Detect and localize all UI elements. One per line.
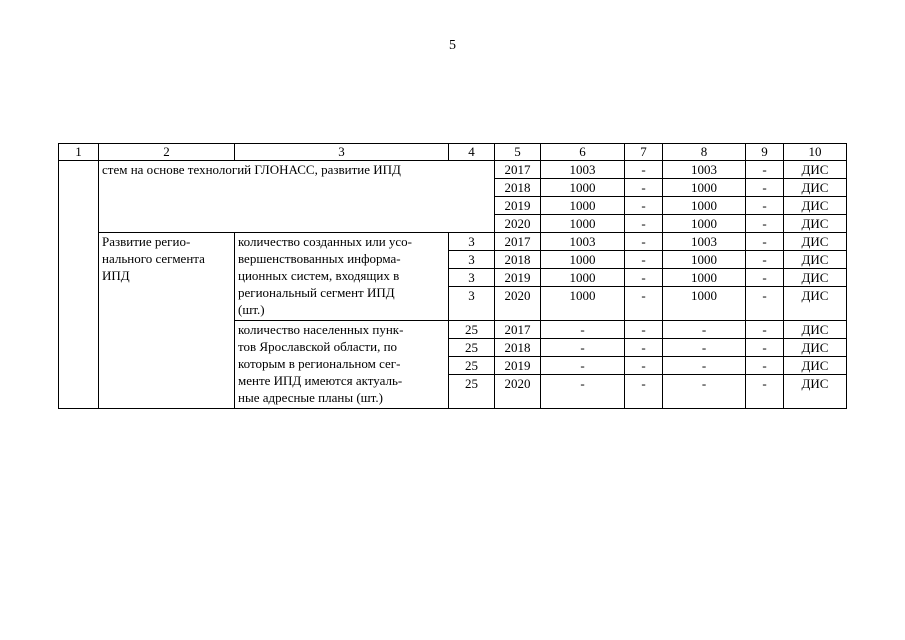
value-cell: - xyxy=(746,233,784,251)
header-cell: 1 xyxy=(59,144,99,161)
value-cell: - xyxy=(663,375,746,409)
value-cell: 1000 xyxy=(541,197,625,215)
code-cell: 3 xyxy=(449,251,495,269)
executor-cell: ДИС xyxy=(784,179,847,197)
value-cell: - xyxy=(746,161,784,179)
executor-cell: ДИС xyxy=(784,287,847,321)
code-cell: 3 xyxy=(449,233,495,251)
header-cell: 4 xyxy=(449,144,495,161)
indicator-cell xyxy=(235,233,449,321)
value-cell: - xyxy=(625,375,663,409)
executor-cell: ДИС xyxy=(784,357,847,375)
year-cell: 2018 xyxy=(495,339,541,357)
program-table xyxy=(58,143,847,409)
indicator-line: количество населенных пунк- xyxy=(238,322,404,337)
executor-cell: ДИС xyxy=(784,251,847,269)
page-number: 5 xyxy=(449,38,456,53)
value-cell: 1000 xyxy=(663,179,746,197)
indicator-line: ные адресные планы (шт.) xyxy=(238,390,383,405)
value-cell: 1000 xyxy=(663,287,746,321)
value-cell: 1000 xyxy=(541,287,625,321)
executor-cell: ДИС xyxy=(784,375,847,409)
header-cell: 8 xyxy=(663,144,746,161)
value-cell: - xyxy=(625,197,663,215)
continuation-text: стем на основе технологий ГЛОНАСС, развитие ИПД xyxy=(99,161,495,233)
section-name-line: ИПД xyxy=(102,268,130,283)
value-cell: - xyxy=(625,179,663,197)
value-cell: - xyxy=(625,215,663,233)
code-cell: 3 xyxy=(449,287,495,321)
value-cell: - xyxy=(746,215,784,233)
section-name-line: нального сегмента xyxy=(102,251,205,266)
value-cell: 1000 xyxy=(541,269,625,287)
value-cell: - xyxy=(541,321,625,339)
value-cell: 1000 xyxy=(541,251,625,269)
executor-cell: ДИС xyxy=(784,197,847,215)
value-cell: 1000 xyxy=(663,251,746,269)
indicator-line: тов Ярославской области, по xyxy=(238,339,398,354)
value-cell: 1003 xyxy=(541,233,625,251)
indicator-line: которым в региональном сег- xyxy=(238,356,401,371)
value-cell: - xyxy=(663,339,746,357)
value-cell: - xyxy=(746,269,784,287)
header-cell: 7 xyxy=(625,144,663,161)
indicator-line: (шт.) xyxy=(238,302,265,317)
code-cell: 25 xyxy=(449,375,495,409)
indicator-line: вершенствованных информа- xyxy=(238,251,401,266)
executor-cell: ДИС xyxy=(784,321,847,339)
value-cell: 1000 xyxy=(663,269,746,287)
value-cell: - xyxy=(541,339,625,357)
value-cell: - xyxy=(746,357,784,375)
header-row xyxy=(59,144,847,161)
header-cell: 9 xyxy=(746,144,784,161)
value-cell: 1003 xyxy=(663,161,746,179)
value-cell: - xyxy=(541,375,625,409)
section-name-line: Развитие регио- xyxy=(102,234,191,249)
value-cell: 1000 xyxy=(663,197,746,215)
value-cell: - xyxy=(625,357,663,375)
value-cell: - xyxy=(625,269,663,287)
value-cell: - xyxy=(625,321,663,339)
year-cell: 2020 xyxy=(495,215,541,233)
value-cell: - xyxy=(746,375,784,409)
executor-cell: ДИС xyxy=(784,233,847,251)
year-cell: 2017 xyxy=(495,321,541,339)
header-cell: 5 xyxy=(495,144,541,161)
value-cell: 1003 xyxy=(663,233,746,251)
value-cell: - xyxy=(625,339,663,357)
number-cell xyxy=(59,161,99,409)
code-cell: 25 xyxy=(449,357,495,375)
value-cell: - xyxy=(541,357,625,375)
value-cell: - xyxy=(625,233,663,251)
value-cell: - xyxy=(625,251,663,269)
value-cell: - xyxy=(746,251,784,269)
code-cell: 25 xyxy=(449,339,495,357)
table-row xyxy=(59,233,847,251)
value-cell: - xyxy=(625,161,663,179)
year-cell: 2018 xyxy=(495,179,541,197)
value-cell: 1000 xyxy=(663,215,746,233)
value-cell: - xyxy=(746,321,784,339)
code-cell: 25 xyxy=(449,321,495,339)
header-cell: 6 xyxy=(541,144,625,161)
executor-cell: ДИС xyxy=(784,161,847,179)
executor-cell: ДИС xyxy=(784,215,847,233)
indicator-cell xyxy=(235,321,449,409)
year-cell: 2017 xyxy=(495,161,541,179)
table-row xyxy=(59,161,847,179)
year-cell: 2019 xyxy=(495,357,541,375)
value-cell: - xyxy=(663,321,746,339)
year-cell: 2017 xyxy=(495,233,541,251)
value-cell: 1000 xyxy=(541,179,625,197)
executor-cell: ДИС xyxy=(784,269,847,287)
header-cell: 2 xyxy=(99,144,235,161)
header-cell: 10 xyxy=(784,144,847,161)
value-cell: - xyxy=(746,179,784,197)
header-cell: 3 xyxy=(235,144,449,161)
indicator-line: региональный сегмент ИПД xyxy=(238,285,395,300)
indicator-line: ционных систем, входящих в xyxy=(238,268,400,283)
value-cell: - xyxy=(746,197,784,215)
year-cell: 2019 xyxy=(495,197,541,215)
value-cell: - xyxy=(746,287,784,321)
value-cell: 1003 xyxy=(541,161,625,179)
code-cell: 3 xyxy=(449,269,495,287)
indicator-line: менте ИПД имеются актуаль- xyxy=(238,373,403,388)
year-cell: 2020 xyxy=(495,375,541,409)
year-cell: 2020 xyxy=(495,287,541,321)
year-cell: 2018 xyxy=(495,251,541,269)
indicator-line: количество созданных или усо- xyxy=(238,234,413,249)
value-cell: - xyxy=(625,287,663,321)
executor-cell: ДИС xyxy=(784,339,847,357)
value-cell: - xyxy=(663,357,746,375)
section-name-cell xyxy=(99,233,235,409)
value-cell: 1000 xyxy=(541,215,625,233)
year-cell: 2019 xyxy=(495,269,541,287)
value-cell: - xyxy=(746,339,784,357)
